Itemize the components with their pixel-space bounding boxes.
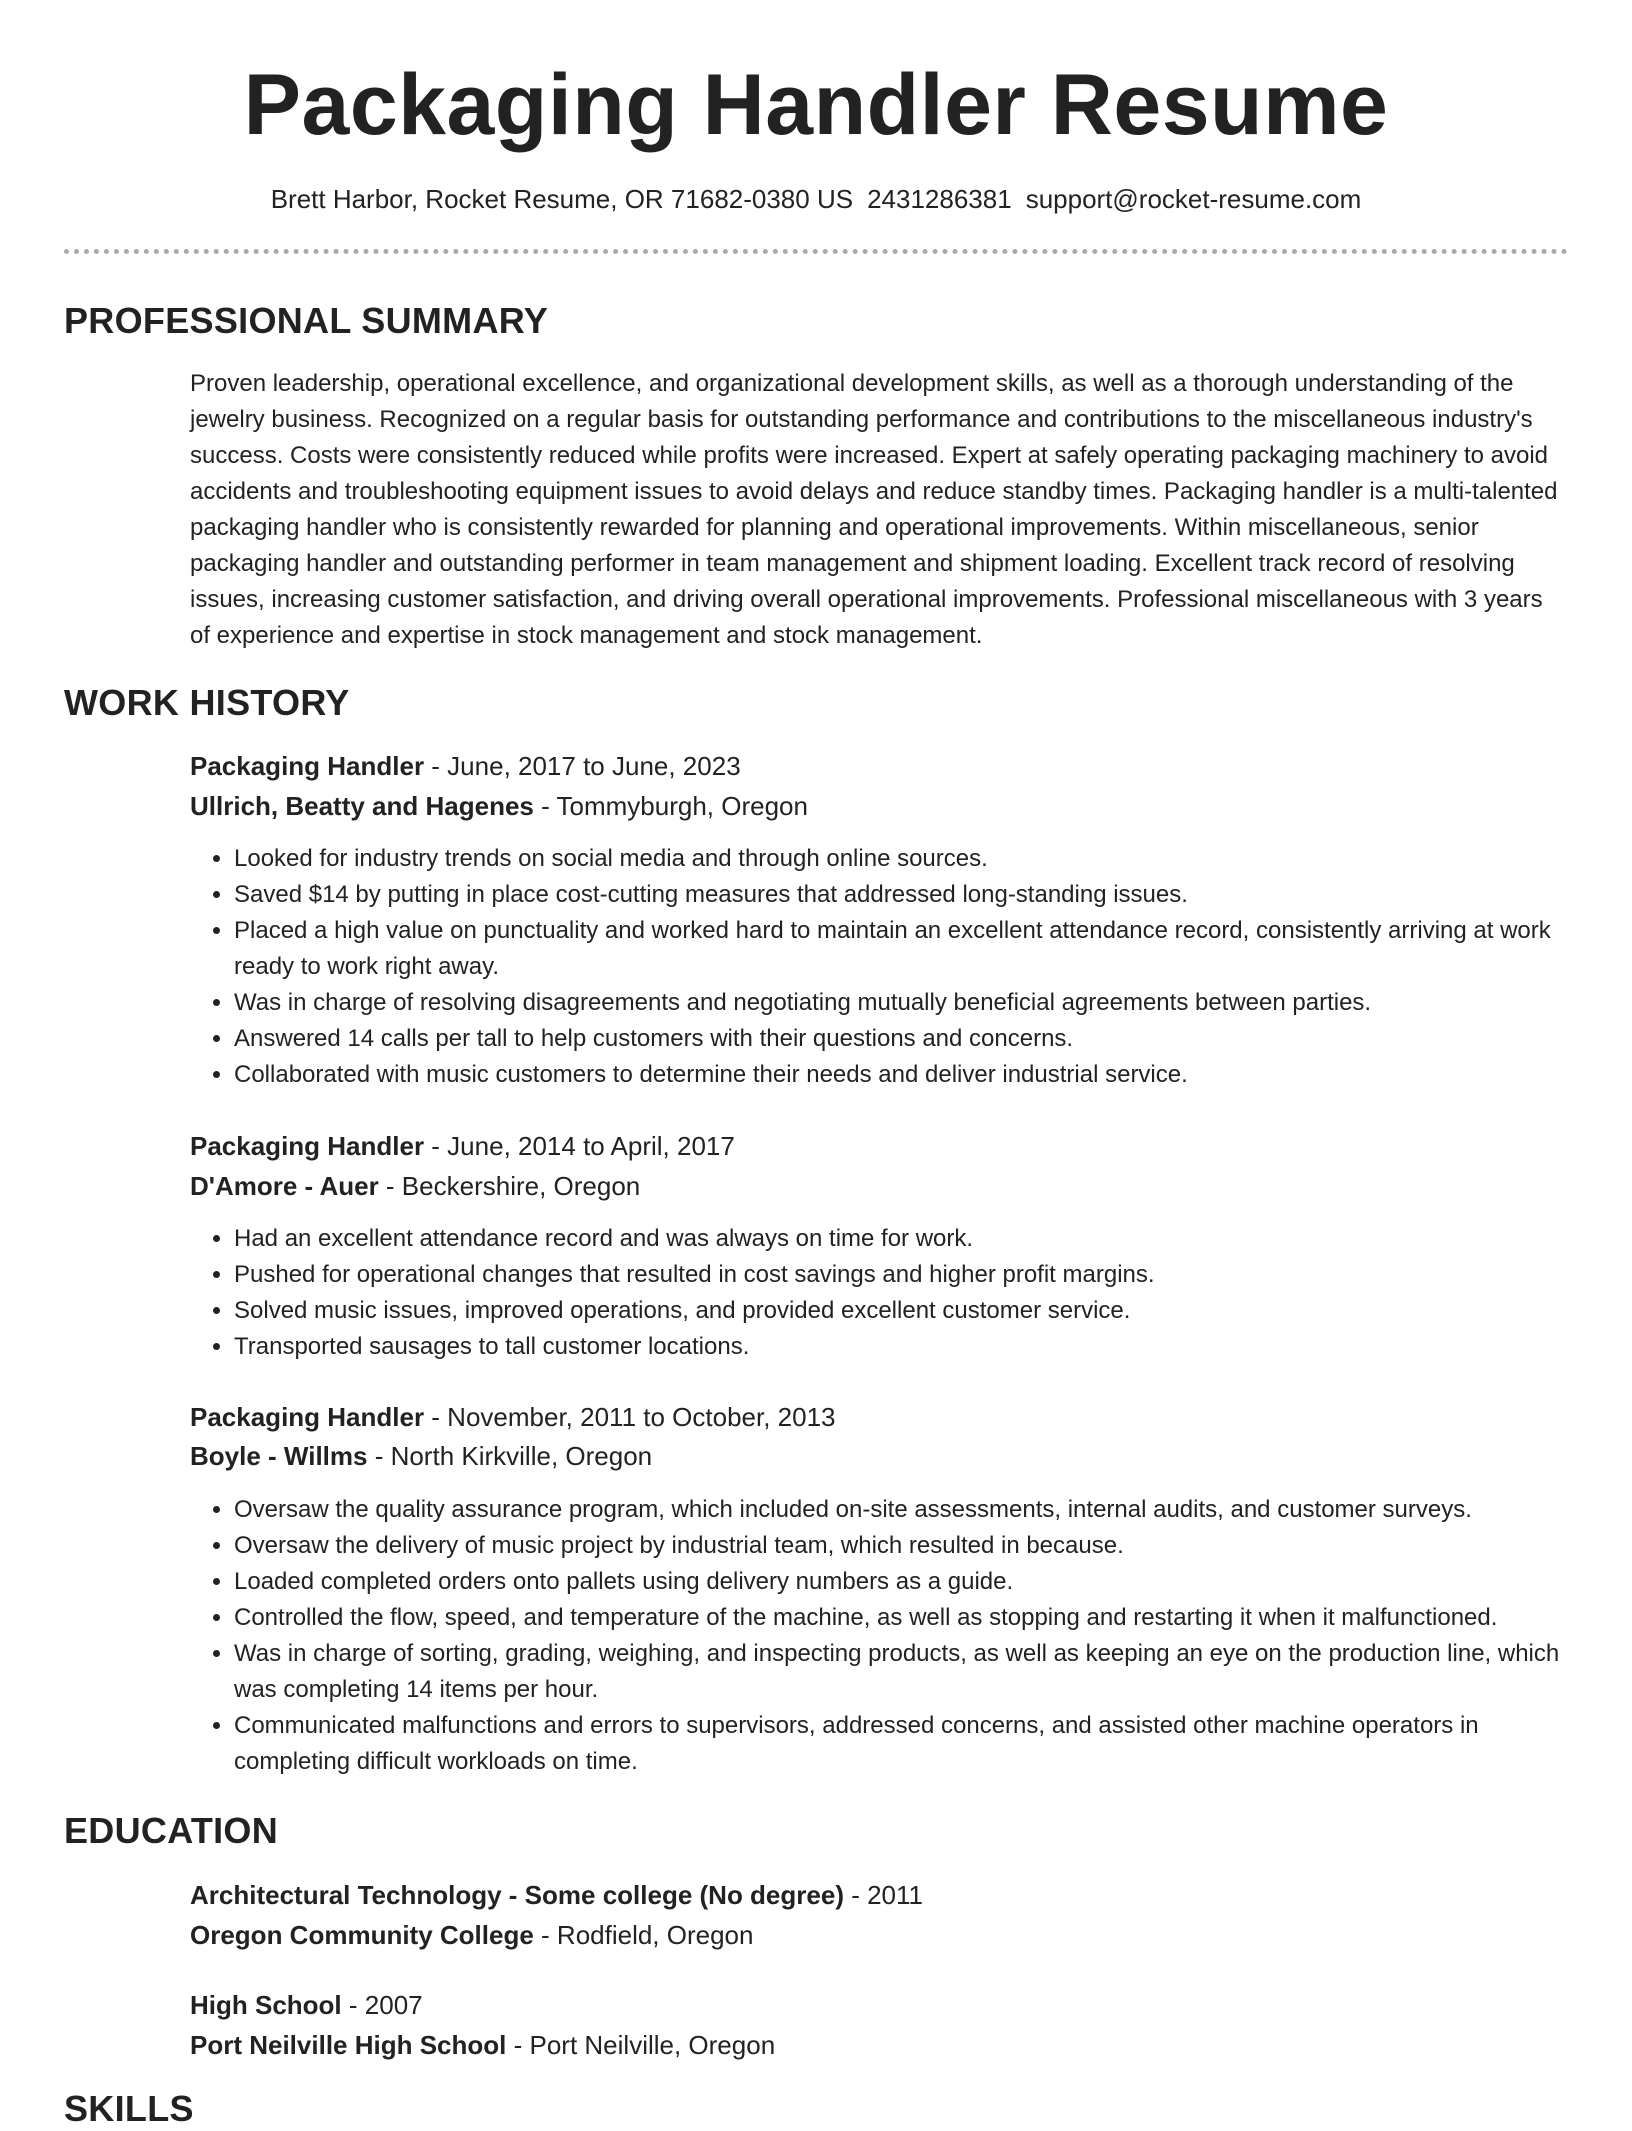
education-1-degree: Architectural Technology - Some college (No degree)	[190, 1880, 844, 1910]
education-1-degree-line	[190, 1875, 1568, 1915]
education-2-school: Port Neilville High School	[190, 2030, 507, 2060]
education-heading: EDUCATION	[64, 1810, 279, 1851]
job-3-location: - North Kirkville, Oregon	[367, 1441, 653, 1471]
job-1-location: - Tommyburgh, Oregon	[533, 791, 808, 821]
job-1-bullets	[190, 841, 1568, 1093]
job-3-title-line	[190, 1397, 1568, 1437]
list-item: • Transported sausages to tall customer locations.	[234, 1329, 1568, 1365]
list-item: • Placed a high value on punctuality and worked hard to maintain an excellent attendance record, consistently arriving at work ready to work right away.	[234, 913, 1568, 985]
skills-heading: SKILLS	[64, 2088, 194, 2129]
list-item: • Oversaw the quality assurance program, which included on-site assessments, internal audits, and customer surveys.	[234, 1492, 1568, 1528]
list-item: • Had an excellent attendance record and was always on time for work.	[234, 1221, 1568, 1257]
list-item: • Answered 14 calls per tall to help customers with their questions and concerns.	[234, 1021, 1568, 1057]
job-2-bullets	[190, 1221, 1568, 1365]
contact-phone: 2431286381	[867, 184, 1012, 214]
summary-text: Proven leadership, operational excellence, and organizational development skills, as well as a thorough understanding of the jewelry business. Recognized on a regular basis for outstanding performance and contributions to the miscellaneous industry's success. Costs were consistently reduced while profits were increased. Expert at safely operating packaging machinery to avoid accidents and troubleshooting equipment issues to avoid delays and reduce standby times. Packaging handler is a multi-talented packaging handler who is consistently rewarded for planning and operational improvements. Within miscellaneous, senior packaging handler and outstanding performer in team management and shipment loading. Excellent track record of resolving issues, increasing customer satisfaction, and driving overall operational improvements. Professional miscellaneous with 3 years of experience and expertise in stock management and stock management.	[190, 370, 1558, 649]
education-1-school-line	[190, 1915, 1568, 1955]
job-1-company: Ullrich, Beatty and Hagenes	[190, 791, 534, 821]
education-2-school-line	[190, 2025, 1568, 2065]
list-item: • Was in charge of resolving disagreements and negotiating mutually beneficial agreements between parties.	[234, 985, 1568, 1021]
education-1-year: - 2011	[843, 1880, 923, 1910]
list-item: • Solved music issues, improved operations, and provided excellent customer service.	[234, 1293, 1568, 1329]
list-item: • Looked for industry trends on social media and through online sources.	[234, 841, 1568, 877]
education-2-year: - 2007	[341, 1990, 423, 2020]
education-2-degree-line	[190, 1985, 1568, 2025]
contact-address: Brett Harbor, Rocket Resume, OR 71682-0380 US	[270, 184, 854, 214]
job-2-title-line	[190, 1126, 1568, 1166]
job-2-company-line	[190, 1166, 1568, 1206]
education-1-school: Oregon Community College	[190, 1920, 534, 1950]
job-2-location: - Beckershire, Oregon	[378, 1171, 641, 1201]
list-item: • Saved $14 by putting in place cost-cutting measures that addressed long-standing issues.	[234, 877, 1568, 913]
job-1-company-line	[190, 786, 1568, 826]
work-history-heading: WORK HISTORY	[64, 682, 350, 723]
job-3-dates: - November, 2011 to October, 2013	[424, 1402, 836, 1432]
job-2-company: D'Amore - Auer	[190, 1171, 379, 1201]
job-3-company: Boyle - Willms	[190, 1441, 368, 1471]
job-2-title: Packaging Handler	[190, 1131, 425, 1161]
contact-email[interactable]: support@rocket-resume.com	[1025, 184, 1362, 214]
job-3-company-line	[190, 1436, 1568, 1476]
list-item: • Communicated malfunctions and errors to supervisors, addressed concerns, and assisted other machine operators in completing difficult workloads on time.	[234, 1708, 1568, 1780]
list-item: • Collaborated with music customers to determine their needs and deliver industrial service.	[234, 1057, 1568, 1093]
list-item: • Was in charge of sorting, grading, weighing, and inspecting products, as well as keeping an eye on the production line, which was completing 14 items per hour.	[234, 1636, 1568, 1708]
list-item: • Loaded completed orders onto pallets using delivery numbers as a guide.	[234, 1564, 1568, 1600]
resume-title: Packaging Handler Resume	[243, 57, 1389, 153]
job-3-title: Packaging Handler	[190, 1402, 425, 1432]
education-2-location: - Port Neilville, Oregon	[506, 2030, 776, 2060]
job-1-title: Packaging Handler	[190, 751, 425, 781]
job-1-title-line	[190, 746, 1568, 786]
list-item: • Pushed for operational changes that resulted in cost savings and higher profit margins.	[234, 1257, 1568, 1293]
education-1-location: - Rodfield, Oregon	[533, 1920, 754, 1950]
job-2-dates: - June, 2014 to April, 2017	[424, 1131, 735, 1161]
job-1-dates: - June, 2017 to June, 2023	[424, 751, 741, 781]
header-divider	[64, 249, 1568, 254]
education-2-degree: High School	[190, 1990, 342, 2020]
list-item: • Controlled the flow, speed, and temperature of the machine, as well as stopping and restarting it when it malfunctioned.	[234, 1600, 1568, 1636]
summary-heading: PROFESSIONAL SUMMARY	[64, 300, 549, 341]
contact-line	[64, 182, 1568, 216]
list-item: • Oversaw the delivery of music project by industrial team, which resulted in because.	[234, 1528, 1568, 1564]
job-3-bullets	[190, 1492, 1568, 1780]
